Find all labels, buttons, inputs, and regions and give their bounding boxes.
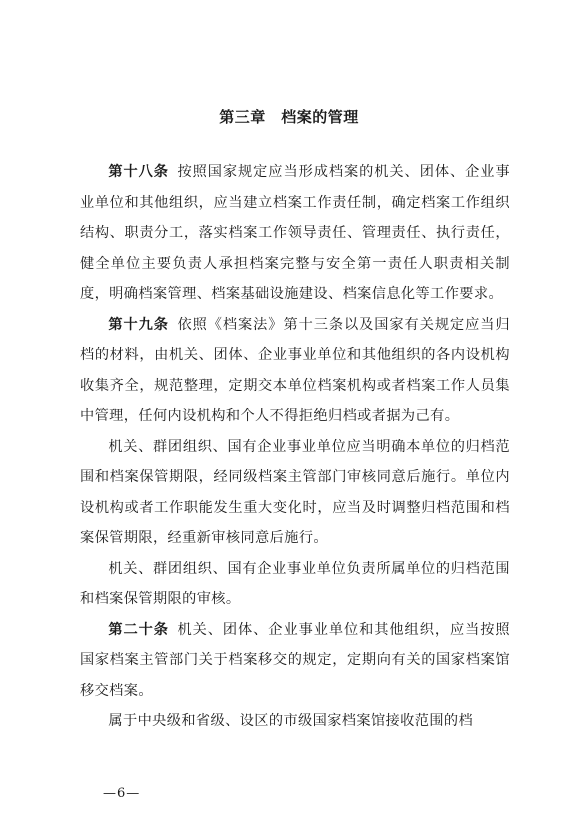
article-number: 第二十条 xyxy=(108,621,169,638)
page-number: —6— xyxy=(103,786,141,801)
paragraph-text: 属于中央级和省级、设区的市级国家档案馆接收范围的档 xyxy=(108,713,474,729)
chapter-title: 第三章 档案的管理 xyxy=(219,108,359,126)
article-number: 第十九条 xyxy=(108,316,169,333)
paragraph-text: 机关、群团组织、国有企业事业单位应当明确本单位的归档范围和档案保管期限，经同级档案主管部门审核同意后施行。单位内设机构或者工作职能发生重大变化时，应当及时调整归档范围和档案保管期限，经重新审核同意后施行。 xyxy=(80,438,510,546)
article-number: 第十八条 xyxy=(108,164,169,180)
paragraph-article-19-part-3 xyxy=(80,554,510,615)
paragraph-text: 机关、团体、企业事业单位和其他组织，应当按照国家档案主管部门关于档案移交的规定，定期向有关的国家档案馆移交档案。 xyxy=(80,621,510,699)
paragraph-article-19-part-2 xyxy=(80,432,510,554)
document-body xyxy=(80,157,510,737)
paragraph-text: 依照《档案法》第十三条以及国家有关规定应当归档的材料，由机关、团体、企业事业单位和其他组织的各内设机构收集齐全，规范整理，定期交本单位档案机构或者档案工作人员集中管理，任何内设机构和个人不得拒绝归档或者据为己有。 xyxy=(80,316,510,424)
paragraph-text: 机关、群团组织、国有企业事业单位负责所属单位的归档范围和档案保管期限的审核。 xyxy=(80,560,510,607)
paragraph-text: 按照国家规定应当形成档案的机关、团体、企业事业单位和其他组织，应当建立档案工作责任制，确定档案工作组织结构、职责分工，落实档案工作领导责任、管理责任、执行责任，健全单位主要负责人承担档案完整与安全第一责任人职责相关制度，明确档案管理、档案基础设施建设、档案信息化等工作要求。 xyxy=(80,164,510,302)
paragraph-article-19 xyxy=(80,310,510,432)
paragraph-article-20 xyxy=(80,615,510,707)
paragraph-article-20-part-2 xyxy=(80,706,510,737)
paragraph-article-18 xyxy=(80,157,510,310)
